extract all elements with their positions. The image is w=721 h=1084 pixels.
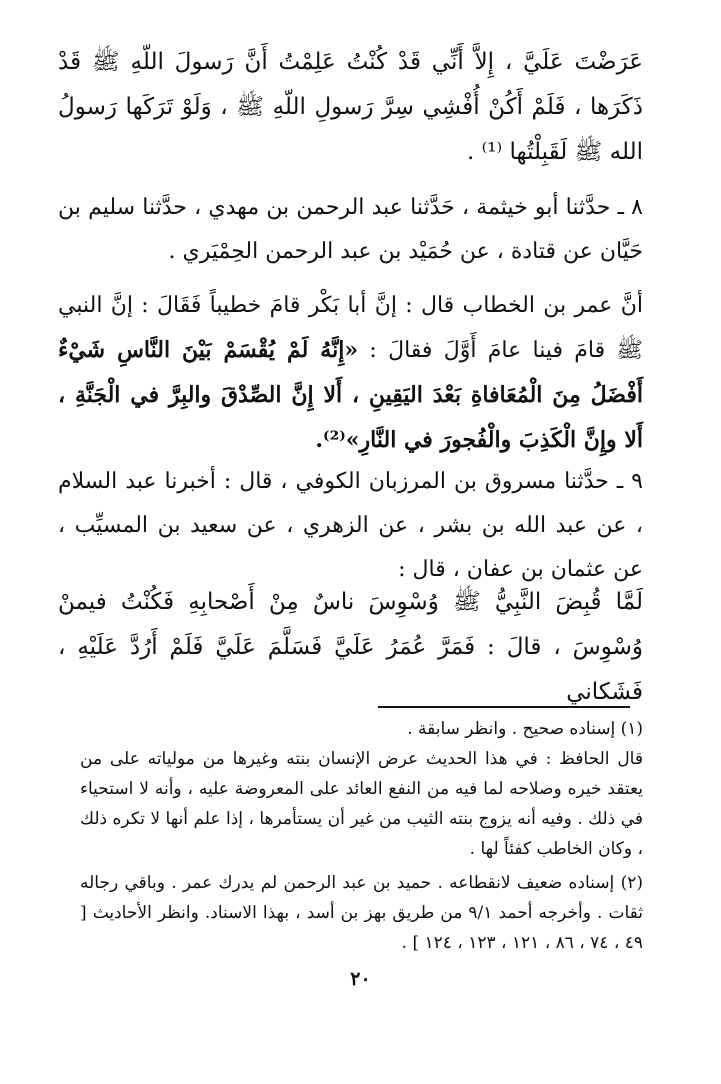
narration-8: [58, 284, 643, 463]
narration-8-intro: أنَّ عمر بن الخطاب قال : إنَّ أبا بَكْر قامَ خطيباً فَقَالَ : إنَّ النبي ﷺ قامَ فينا عامَ أَوَّلَ فقالَ :: [58, 293, 643, 363]
hadith-continuation: عَرَضْتَ عَلَيَّ ، إِلاَّ أَنِّي قَدْ كُنْتُ عَلِمْتُ أَنَّ رَسولَ اللّهِ ﷺ قَدْ ذَكَرَها ، فَلَمْ أَكُنْ أُفْشِي سِرَّ رَسولِ اللّهِ ﷺ ، وَلَوْ تَرَكَها رَسولُ الله ﷺ لَقَبِلْتُها ⁽¹⁾ .: [58, 49, 643, 165]
footnote-1: (١) إسناده صحيح . وانظر سابقة .: [407, 719, 643, 739]
isnad-8: ٨ ـ حدَّثنا أبو خيثمة ، حَدَّثنا عبد الرحمن بن مهدي ، حدَّثنا سليم بن حَيَّان عن قتادة ، عن حُمَيْد بن عبد الرحمن الحِمْيَري .: [58, 195, 643, 264]
isnad-9: ٩ ـ حدَّثنا مسروق بن المرزبان الكوفي ، قال : أخبرنا عبد السلام ، عن عبد الله بن بشر ، عن الزهري ، عن سعيد بن المسيِّب ، عن عثمان بن عفان ، قال :: [58, 469, 643, 582]
page-number: ٢٠: [350, 968, 371, 990]
hadith-9-text: لَمَّا قُبِضَ النَّبِيُّ ﷺ وُسْوِسَ ناسٌ مِنْ أَصْحابِهِ فَكُنْتُ فيمنْ وُسْوِسَ ، قالَ : فَمَرَّ عُمَرُ عَلَيَّ فَسَلَّمَ عَلَيَّ فَلَمْ أَرُدَّ عَلَيْهِ ، فَشَكاني: [58, 589, 643, 705]
footnote-2: (٢) إسناده ضعيف لانقطاعه . حميد بن عبد الرحمن لم يدرك عمر . وباقي رجاله ثقات . وأخرجه أحمد ٩/١ من طريق بهز بن أسد ، بهذا الاسناد. وانظر الأحاديث [ ٤٩ ، ٧٤ ، ٨٦ ، ١٢١ ، ١٢٣ ، ١٢٤ ] .: [80, 873, 643, 953]
footnote-divider: [378, 706, 630, 708]
footnote-1-commentary: قال الحافظ : في هذا الحديث عرض الإنسان بنته وغيرها من مولياته على من يعتقد خيره وصلاحه لما فيه من النفع العائد على المعروضة عليه ، وأنه لا استحياء في ذلك . وفيه أنه يزوج بنته الثيب من غير أن يستأمرها ، إذا علم أنها لا تكره ذلك ، وكان الخاطب كفئاً لها .: [80, 749, 643, 859]
hadith-8-text: «إِنَّهُ لَمْ يُقْسَمْ بَيْنَ النَّاسِ شَيْءٌ أَفْضَلُ مِنَ الْمُعَافاةِ بَعْدَ اليَقِينِ ، أَلا إِنَّ الصِّدْقَ والبِرَّ في الْجَنَّةِ ، أَلا وإِنَّ الْكَذِبَ والْفُجورَ في النَّارِ»⁽²⁾.: [58, 337, 643, 453]
